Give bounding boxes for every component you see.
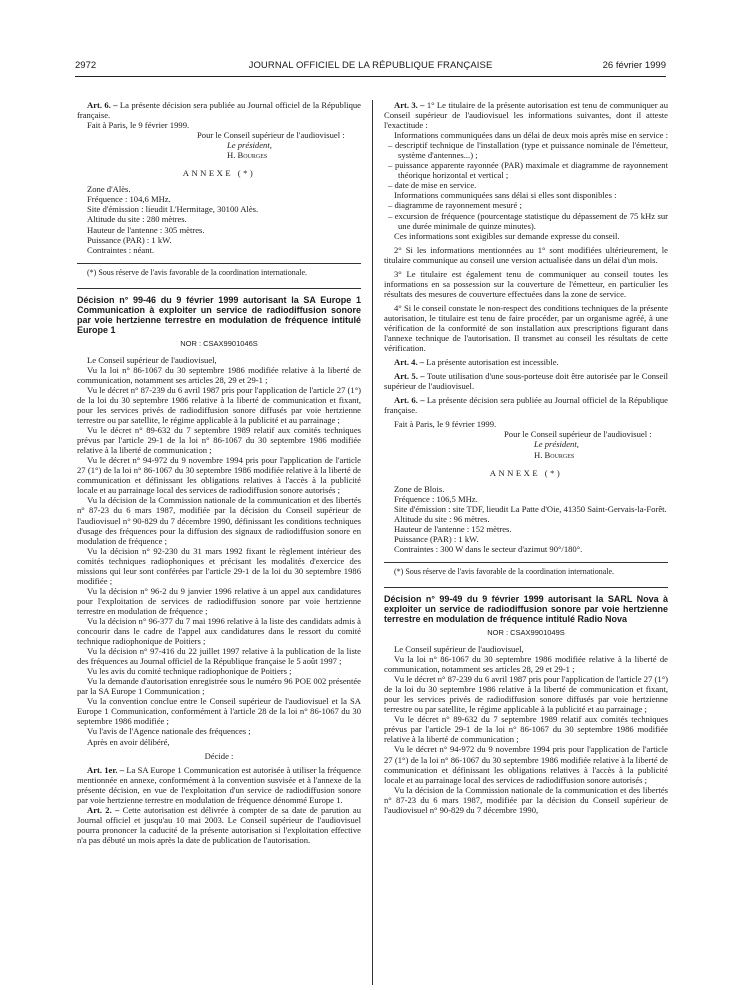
- annex-title: ANNEXE (*): [489, 467, 563, 478]
- visa-paragraph: Vu la décision n° 96-377 du 7 mai 1996 relative à la liste des candidats admis à concourir dans le cadre de l'appel aux candidatures dans le ressort du comité technique radiophonique de Poitiers ;: [77, 615, 361, 647]
- article-3-point-3: 3° Le titulaire est également tenu de communiquer au conseil toutes les informations en sa possession sur la couverture de l'émetteur, en particulier les résultats des mesures de couverture effectuées dans la zone de service.: [384, 268, 668, 299]
- visa-paragraph: Vu les avis du comité technique radiophonique de Poitiers ;: [87, 666, 292, 677]
- visa-paragraph: Vu le décret n° 89-632 du 7 septembre 1989 relatif aux comités techniques prévus par l'article 29-1 de la loi n° 86-1067 du 30 septembre 1986 modifiée relative à la liberté de communication ;: [77, 425, 361, 456]
- section-rule: [384, 587, 668, 588]
- nor-reference: NOR : CSAX9901046S: [180, 338, 258, 348]
- info-item: – diagramme de rayonnement mesuré ;: [388, 200, 522, 211]
- section-rule: [77, 288, 361, 289]
- decide-heading: Décide :: [204, 750, 234, 761]
- visa-paragraph: Vu le décret n° 89-632 du 7 septembre 1989 relatif aux comités techniques prévus par l'article 29-1 de la loi n° 86-1067 du 30 septembre 1986 modifiée relative à la liberté de communication ;: [384, 714, 668, 745]
- nor-reference: NOR : CSAX9901049S: [487, 627, 565, 637]
- info-intro: Informations communiquées dans un délai de deux mois après mise en service :: [394, 130, 668, 141]
- info-note: Ces informations sont exigibles sur demande expresse du conseil.: [394, 230, 620, 241]
- article-1: Art. 1er. – La SA Europe 1 Communication est autorisée à utiliser la fréquence mentionnée en annexe, conformément à la convention susvisée et à l'annexe de la présente décision, en vue de l'exploitation d'un service de radiodiffusion sonore par voie hertzienne terrestre en modulation de fréquence dénommé Europe 1.: [77, 764, 361, 805]
- annex-line: Altitude du site : 280 mètres.: [87, 214, 187, 225]
- annex-line: Contraintes : 300 W dans le secteur d'azimut 90°/180°.: [394, 543, 583, 554]
- info-item: – date de mise en service.: [388, 180, 477, 191]
- decision-title: Décision n° 99-49 du 9 février 1999 autorisant la SARL Nova à exploiter un service de radiodiffusion sonore par voie hertzienne terrestre en modulation de fréquence intitulé Radio Nova: [384, 593, 668, 624]
- annex-line: Puissance (PAR) : 1 kW.: [394, 533, 479, 544]
- visa-paragraph: Vu la décision n° 92-230 du 31 mars 1992 fixant le règlement intérieur des comités techniques radiophoniques et précisant les modalités d'exercice des missions qui leur sont conférées par l'article 29-1 de la loi du 30 septembre 1986 modifiée ;: [77, 545, 361, 586]
- annex-line: Site d'émission : lieudit L'Hermitage, 30100 Alès.: [87, 204, 259, 215]
- signatory-name: H. Bourges: [534, 449, 575, 460]
- annex-line: Zone d'Alès.: [87, 184, 131, 195]
- signature-line: Pour le Conseil supérieur de l'audiovisuel :: [197, 130, 345, 141]
- annex-line: Fréquence : 104,6 MHz.: [87, 194, 171, 205]
- visa-paragraph: Vu la décision de la Commission nationale de la communication et des libertés n° 87-23 du 6 mars 1987, modifiée par la décision du Conseil supérieur de l'audiovisuel n° 90-829 du 7 décembre 1990,: [384, 784, 668, 815]
- footnote: (*) Sous réserve de l'avis favorable de la coordination internationale.: [87, 267, 308, 277]
- article-6-left: Art. 6. – La présente décision sera publiée au Journal officiel de la République française.: [77, 100, 361, 121]
- annex-line: Site d'émission : site TDF, lieudit La Patte d'Oie, 41350 Saint-Gervais-la-Forêt.: [394, 503, 667, 514]
- article-2: Art. 2. – Cette autorisation est délivrée à compter de sa date de parution au Journal officiel et jusqu'au 10 mai 2003. Le Conseil supérieur de l'audiovisuel pourra prononcer la caducité de la présente autorisation si l'exploitation effective n'a pas débuté un mois après la date de publication de l'autorisation.: [77, 804, 361, 845]
- info-item: – excursion de fréquence (pourcentage statistique du dépassement de 75 kHz sur une durée minimale de quinze minutes).: [388, 210, 668, 231]
- visa-paragraph: Vu la loi n° 86-1067 du 30 septembre 1986 modifiée relative à la liberté de communication, notamment ses articles 28, 29 et 29-1 ;: [384, 654, 668, 675]
- visa-paragraph: Vu l'avis de l'Agence nationale des fréquences ;: [87, 726, 251, 737]
- annex-line: Zone de Blois.: [394, 483, 445, 494]
- article-3: Art. 3. – 1° Le titulaire de la présente autorisation est tenu de communiquer au Conseil supérieur de l'audiovisuel les informations suivantes, dont il atteste l'exactitude :: [384, 100, 668, 131]
- signed-place-date: Fait à Paris, le 9 février 1999.: [87, 120, 190, 131]
- header-rule: [75, 76, 666, 77]
- footnote-rule: [77, 263, 361, 264]
- annex-line: Altitude du site : 96 mètres.: [394, 513, 490, 524]
- annex-line: Hauteur de l'antenne : 305 mètres.: [87, 224, 205, 235]
- info-item: – puissance apparente rayonnée (PAR) maximale et diagramme de rayonnement théorique horizontal et vertical ;: [388, 160, 668, 181]
- annex-line: Fréquence : 106,5 MHz.: [394, 493, 478, 504]
- article-3-point-2: 2° Si les informations mentionnées au 1° sont modifiées ultérieurement, le titulaire communique au conseil une version actualisée dans un délai d'un mois.: [384, 244, 668, 265]
- signed-place-date: Fait à Paris, le 9 février 1999.: [394, 419, 497, 430]
- visa-paragraph: Vu la décision de la Commission nationale de la communication et des libertés n° 87-23 du 6 mars 1987, modifiée par la décision du Conseil supérieur de l'audiovisuel n° 90-829 du 7 décembre 1990, définissant les conditions techniques d'usage des fréquences pour la diffusion des signaux de radiodiffusion sonore en modulation de fréquence ;: [77, 495, 361, 546]
- article-6-right: Art. 6. – La présente décision sera publiée au Journal officiel de la République française.: [384, 395, 668, 416]
- visa-paragraph: Vu la décision n° 96-2 du 9 janvier 1996 relative à un appel aux candidatures pour l'exploitation de services de radiodiffusion sonore par voie hertzienne terrestre en modulation de fréquence ;: [77, 585, 361, 616]
- article-3-point-4: 4° Si le conseil constate le non-respect des conditions techniques de la présente autorisation, le titulaire est tenu de faire procéder, par un organisme agréé, à une vérification de la conformité de son installation aux prescriptions figurant dans l'annexe technique de l'autorisation. Il transmet au conseil les résultats de cette vérification.: [384, 302, 668, 354]
- visa-paragraph: Après en avoir délibéré,: [87, 736, 170, 747]
- footnote-rule: [384, 562, 668, 563]
- page-number: 2972: [75, 60, 97, 71]
- article-5: Art. 5. – Toute utilisation d'une sous-porteuse doit être autorisée par le Conseil supérieur de l'audiovisuel.: [384, 371, 668, 392]
- visa-paragraph: Vu le décret n° 87-239 du 6 avril 1987 pris pour l'application de l'article 27 (1°) de la loi du 30 septembre 1986 relative à la liberté de communication et fixant, pour les services privés de radiodiffusion sonore diffusés par voie hertzienne terrestre ou par satellite, le régime applicable à la publicité et au parrainage ;: [384, 674, 668, 715]
- info-intro: Informations communiquées sans délai si elles sont disponibles :: [394, 190, 617, 201]
- visa-paragraph: Vu la loi n° 86-1067 du 30 septembre 1986 modifiée relative à la liberté de communication, notamment ses articles 28, 29 et 29-1 ;: [77, 364, 361, 385]
- signature-line: Pour le Conseil supérieur de l'audiovisuel :: [504, 429, 652, 440]
- visa-paragraph: Vu la convention conclue entre le Conseil supérieur de l'audiovisuel et la SA Europe 1 Communication, conformément à l'article 28 de la loi n° 86-1067 du 30 septembre 1986 modifiée ;: [77, 696, 361, 727]
- signature-title: Le président,: [534, 439, 579, 450]
- annex-title: ANNEXE (*): [182, 168, 256, 179]
- signatory-name: H. Bourges: [227, 150, 268, 161]
- footnote: (*) Sous réserve de l'avis favorable de la coordination internationale.: [394, 566, 615, 576]
- annex-details: [384, 484, 668, 554]
- signature-title: Le président,: [227, 140, 272, 151]
- annex-line: Hauteur de l'antenne : 152 mètres.: [394, 523, 512, 534]
- visa-paragraph: Vu le décret n° 87-239 du 6 avril 1987 pris pour l'application de l'article 27 (1°) de la loi du 30 septembre 1986 relative à la liberté de communication et fixant, pour les services privés de radiodiffusion sonore diffusés par voie hertzienne terrestre ou par satellite, le régime applicable à la publicité et au parrainage ;: [77, 384, 361, 426]
- annex-line: Puissance (PAR) : 1 kW.: [87, 234, 172, 245]
- column-separator: [372, 100, 373, 985]
- visa-paragraph: Le Conseil supérieur de l'audiovisuel,: [394, 644, 524, 655]
- left-column: [77, 100, 361, 985]
- visa-paragraph: Vu le décret n° 94-972 du 9 novembre 1994 pris pour l'application de l'article 27 (1°) de la loi n° 86-1067 du 30 septembre 1986 modifiée relative à la liberté de communication et définissant les obligations relatives à l'accès à la publicité locale et au parrainage local des services de radiodiffusion sonore autorisés ;: [77, 455, 361, 496]
- decision-title: Décision n° 99-46 du 9 février 1999 autorisant la SA Europe 1 Communication à exploiter un service de radiodiffusion sonore par voie hertzienne terrestre en modulation de fréquence intitulé Europe 1: [77, 294, 361, 335]
- page-header: [75, 60, 666, 74]
- annex-details: [77, 184, 361, 254]
- article-4: Art. 4. – La présente autorisation est incessible.: [394, 357, 559, 368]
- visa-paragraph: Le Conseil supérieur de l'audiovisuel,: [87, 354, 217, 365]
- visa-paragraph: Vu la décision n° 97-416 du 22 juillet 1997 relative à la publication de la liste des fréquences au Journal officiel de la République française le 5 août 1997 ;: [77, 646, 361, 667]
- visa-paragraph: Vu la demande d'autorisation enregistrée sous le numéro 96 POE 002 présentée par la SA Europe 1 Communication ;: [77, 676, 361, 697]
- visa-paragraph: Vu le décret n° 94-972 du 9 novembre 1994 pris pour l'application de l'article 27 (1°) de la loi n° 86-1067 du 30 septembre 1986 modifiée relative à la liberté de communication et définissant les obligations relatives à l'accès à la publicité locale et au parrainage local des services de radiodiffusion sonore autorisés ;: [384, 744, 668, 785]
- info-item: – descriptif technique de l'installation (type et puissance nominale de l'émetteur, système d'antennes...) ;: [388, 140, 668, 161]
- journal-title: JOURNAL OFFICIEL DE LA RÉPUBLIQUE FRANÇAISE: [248, 60, 493, 71]
- annex-line: Contraintes : néant.: [87, 244, 155, 255]
- issue-date: 26 février 1999: [602, 60, 666, 71]
- right-column: [384, 100, 668, 985]
